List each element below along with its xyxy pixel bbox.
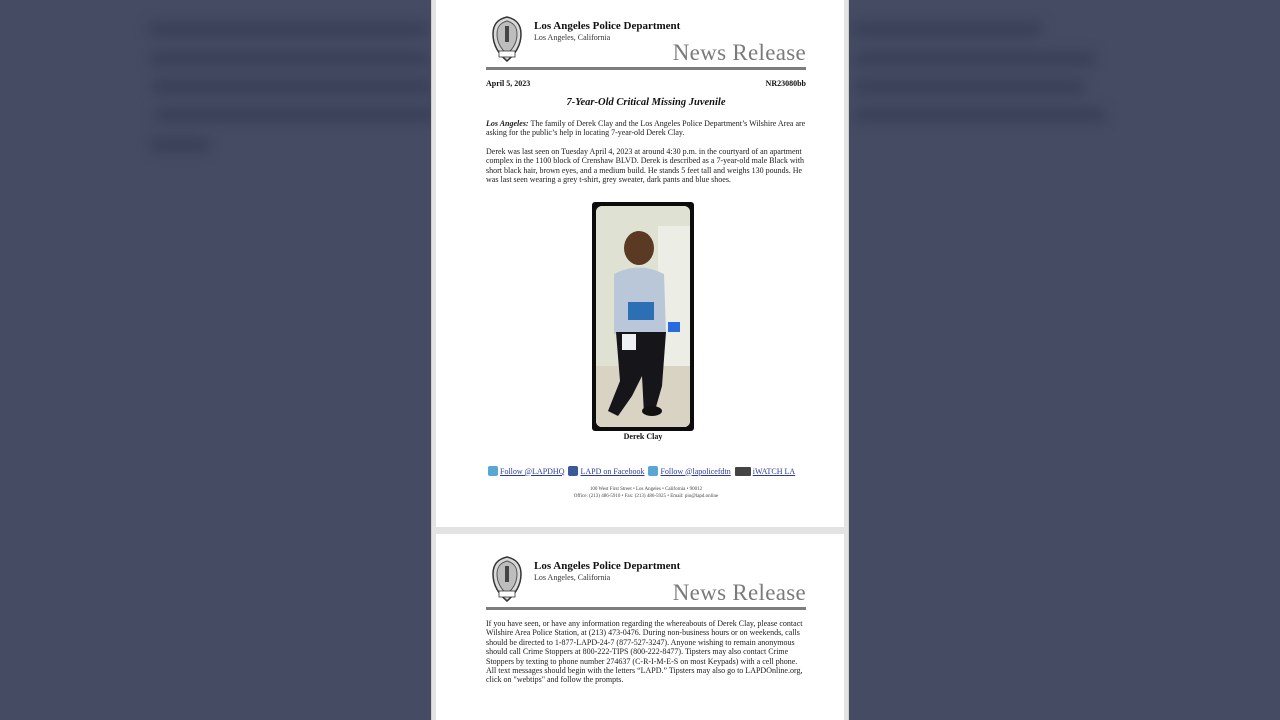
department-name: Los Angeles Police Department [534,20,681,32]
link-label: Follow @lapolicefdtn [660,466,731,476]
department-name: Los Angeles Police Department [534,560,681,572]
follow-lapdhq-link[interactable] [488,466,564,476]
headline: 7-Year-Old Critical Missing Juvenile [566,97,726,108]
link-label: iWATCH LA [752,466,796,476]
child-figure-image [596,206,690,427]
lapd-badge-icon [490,556,524,602]
twitter-icon [488,466,498,476]
department-location: Los Angeles, California [534,573,611,582]
news-release-title: News Release [672,580,806,605]
document-page-2 [436,534,844,720]
document-page-1 [436,0,844,527]
release-number: NR23080bb [765,79,806,88]
footer-address [486,486,806,500]
intro-text: The family of Derek Clay and the Los Angeles Police Department’s Wilshire Area are asking for the public’s help in locating 7-year-old Derek Clay. [486,119,806,138]
header-rule [486,67,806,70]
twitter-icon [648,466,658,476]
department-location: Los Angeles, California [534,33,611,42]
intro-paragraph [486,119,806,138]
description-paragraph: Derek was last seen on Tuesday April 4, 2023 at around 4:30 p.m. in the courtyard of an apartment complex in the 1100 block of Crenshaw BLVD. Derek is described as a 7-year-old male Black with short black hair, brown eyes, and a medium build. He stands 5 feet tall and weighs 130 pounds. He was last seen wearing a grey t-shirt, grey sweater, dark pants and blue shoes. [486,147,805,185]
address-line: 100 West First Street • Los Angeles • California • 90012 [589,487,703,492]
link-label: Follow @LAPDHQ [500,466,565,476]
release-date: April 5, 2023 [486,79,531,88]
header-rule [486,607,806,610]
lapd-badge-icon [490,16,524,62]
contact-line: Office: (213) 486-5910 • Fax: (213) 486-5925 • Email: pio@lapd.online [573,494,719,499]
photo-caption: Derek Clay [623,432,663,441]
lapd-facebook-link[interactable] [568,466,644,476]
contact-paragraph: If you have seen, or have any information regarding the whereabouts of Derek Clay, please contact Wilshire Area Police Station, at (213) 473-0476. During non-business hours or on weekends, calls should be directed to 1-877-LAPD-24-7 (877-527-3247). Anyone wishing to remain anonymous should call Crime Stoppers at 800-222-TIPS (800-222-8477). Tipsters may also contact Crime Stoppers by texting to phone number 274637 (C-R-I-M-E-S on most Keypads) with a cell phone. All text messages should begin with the letters “LAPD.” Tipsters may also go to LAPDOnline.org, click on "webtips" and follow the prompts. [486,619,803,685]
missing-child-photo [592,202,694,431]
document-viewer[interactable] [431,0,849,720]
letterhead [486,16,806,72]
facebook-icon [568,466,578,476]
dateline: Los Angeles: [486,119,529,128]
follow-lapolicefdtn-link[interactable] [648,466,730,476]
release-meta [486,79,806,88]
social-links [488,466,808,476]
iwatch-la-link[interactable] [735,467,795,476]
link-label: LAPD on Facebook [580,466,645,476]
iwatch-icon [735,467,751,476]
letterhead [486,556,806,612]
news-release-title: News Release [672,40,806,65]
